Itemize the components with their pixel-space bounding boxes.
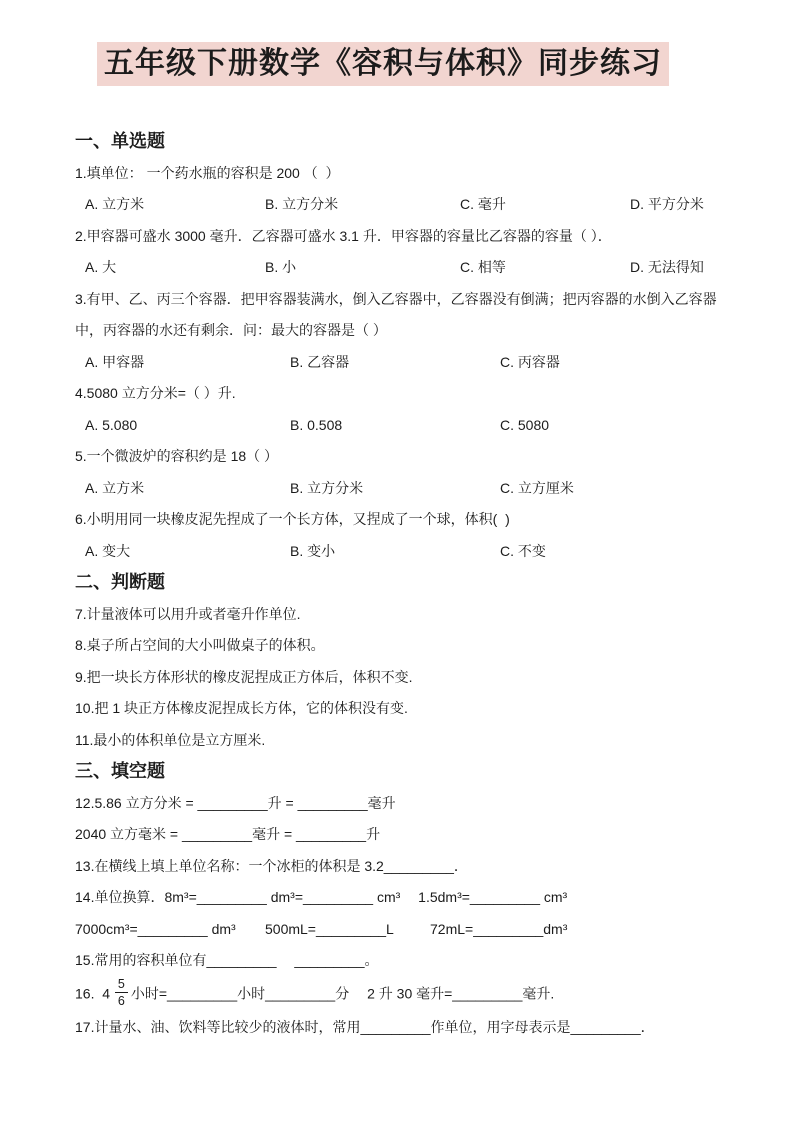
question-3-text-line-1: 3.有甲、乙、丙三个容器．把甲容器装满水，倒入乙容器中，乙容器没有倒满；把丙容器的水倒入乙容器 bbox=[75, 290, 717, 307]
question-5-options bbox=[75, 473, 735, 505]
question-2-option-a: A. 大 bbox=[85, 259, 117, 275]
question-6-option-b: B. 变小 bbox=[290, 542, 336, 559]
question-1-text: 1.填单位： 一个药水瓶的容积是 200 （ ） bbox=[75, 164, 340, 181]
question-1-option-d: D. 平方分米 bbox=[630, 196, 704, 212]
question-16-prefix: 16. 4 bbox=[75, 985, 114, 1002]
question-15-text: 15.常用的容积单位有_________ _________。 bbox=[75, 952, 379, 968]
question-14-text-line-1: 14.单位换算．8m³=_________ dm³=_________ cm³ 1.5dm³=_________ cm³ bbox=[75, 889, 568, 905]
question-3-option-b: B. 乙容器 bbox=[290, 353, 350, 370]
question-4-options bbox=[75, 410, 735, 442]
fraction-five-sixths bbox=[115, 977, 128, 1009]
question-12-text-line-2: 2040 立方毫米 = _________毫升 = _________升 bbox=[75, 826, 381, 842]
question-5-option-a: A. 立方米 bbox=[85, 479, 145, 496]
question-5-option-b: B. 立方分米 bbox=[290, 479, 364, 496]
question-6-option-c: C. 不变 bbox=[500, 542, 546, 559]
fraction-numerator: 5 bbox=[115, 977, 128, 993]
question-6-option-a: A. 变大 bbox=[85, 542, 131, 559]
question-4-option-c: C. 5080 bbox=[500, 416, 550, 433]
question-14-conversion-72ml: 72mL=_________dm³ bbox=[430, 920, 568, 937]
title-row bbox=[53, 42, 713, 86]
section-heading-fill-blank: 三、填空题 bbox=[75, 761, 165, 781]
question-6-options bbox=[75, 536, 735, 568]
question-2-option-d: D. 无法得知 bbox=[630, 259, 704, 275]
question-2-option-c: C. 相等 bbox=[460, 259, 506, 275]
question-16-text bbox=[75, 977, 735, 1013]
question-8-text: 8.桌子所占空间的大小叫做桌子的体积。 bbox=[75, 637, 325, 653]
question-1-option-a: A. 立方米 bbox=[85, 196, 145, 212]
question-3-option-c: C. 丙容器 bbox=[500, 353, 560, 370]
question-6-text: 6.小明用同一块橡皮泥先捏成了一个长方体，又捏成了一个球，体积( ) bbox=[75, 511, 510, 527]
section-heading-true-false: 二、判断题 bbox=[75, 572, 165, 592]
question-4-option-a: A. 5.080 bbox=[85, 416, 138, 433]
worksheet-title: 五年级下册数学《容积与体积》同步练习 bbox=[97, 42, 669, 86]
question-5-text: 5.一个微波炉的容积约是 18（ ） bbox=[75, 448, 279, 464]
question-12-text-line-1: 12.5.86 立方分米 = _________升 = _________毫升 bbox=[75, 794, 396, 811]
question-2-options bbox=[75, 252, 735, 284]
question-2-text: 2.甲容器可盛水 3000 毫升．乙容器可盛水 3.1 升．甲容器的容量比乙容器的容量（ ）． bbox=[75, 227, 612, 244]
question-16-suffix: 小时=_________小时_________分 2 升 30 毫升=_________毫升. bbox=[130, 985, 555, 1002]
question-1-option-c: C. 毫升 bbox=[460, 196, 506, 212]
question-14-text-line-2 bbox=[75, 914, 735, 946]
question-5-option-c: C. 立方厘米 bbox=[500, 479, 574, 496]
question-3-option-a: A. 甲容器 bbox=[85, 353, 145, 370]
section-heading-single-choice: 一、单选题 bbox=[75, 131, 165, 151]
question-4-text: 4.5080 立方分米=（ ）升. bbox=[75, 385, 236, 401]
question-3-options bbox=[75, 347, 735, 379]
question-14-conversion-cm3: 7000cm³=_________ dm³ bbox=[75, 920, 236, 937]
question-14-conversion-ml: 500mL=_________L bbox=[265, 920, 394, 937]
question-3-text-line-2: 中，丙容器的水还有剩余．问：最大的容器是（ ） bbox=[75, 322, 387, 338]
question-2-option-b: B. 小 bbox=[265, 259, 297, 275]
question-11-text: 11.最小的体积单位是立方厘米. bbox=[75, 731, 266, 748]
question-9-text: 9.把一块长方体形状的橡皮泥捏成正方体后，体积不变. bbox=[75, 668, 413, 685]
question-7-text: 7.计量液体可以用升或者毫升作单位. bbox=[75, 605, 301, 622]
question-1-option-b: B. 立方分米 bbox=[265, 196, 339, 212]
question-4-option-b: B. 0.508 bbox=[290, 416, 343, 433]
fraction-denominator: 6 bbox=[117, 993, 125, 1008]
question-1-options bbox=[75, 189, 735, 221]
question-17-text: 17.计量水、油、饮料等比较少的液体时，常用_________作单位，用字母表示是_________． bbox=[75, 1019, 655, 1036]
question-10-text: 10.把 1 块正方体橡皮泥捏成长方体，它的体积没有变. bbox=[75, 700, 408, 716]
question-13-text: 13.在横线上填上单位名称：一个冰柜的体积是 3.2_________． bbox=[75, 857, 468, 874]
